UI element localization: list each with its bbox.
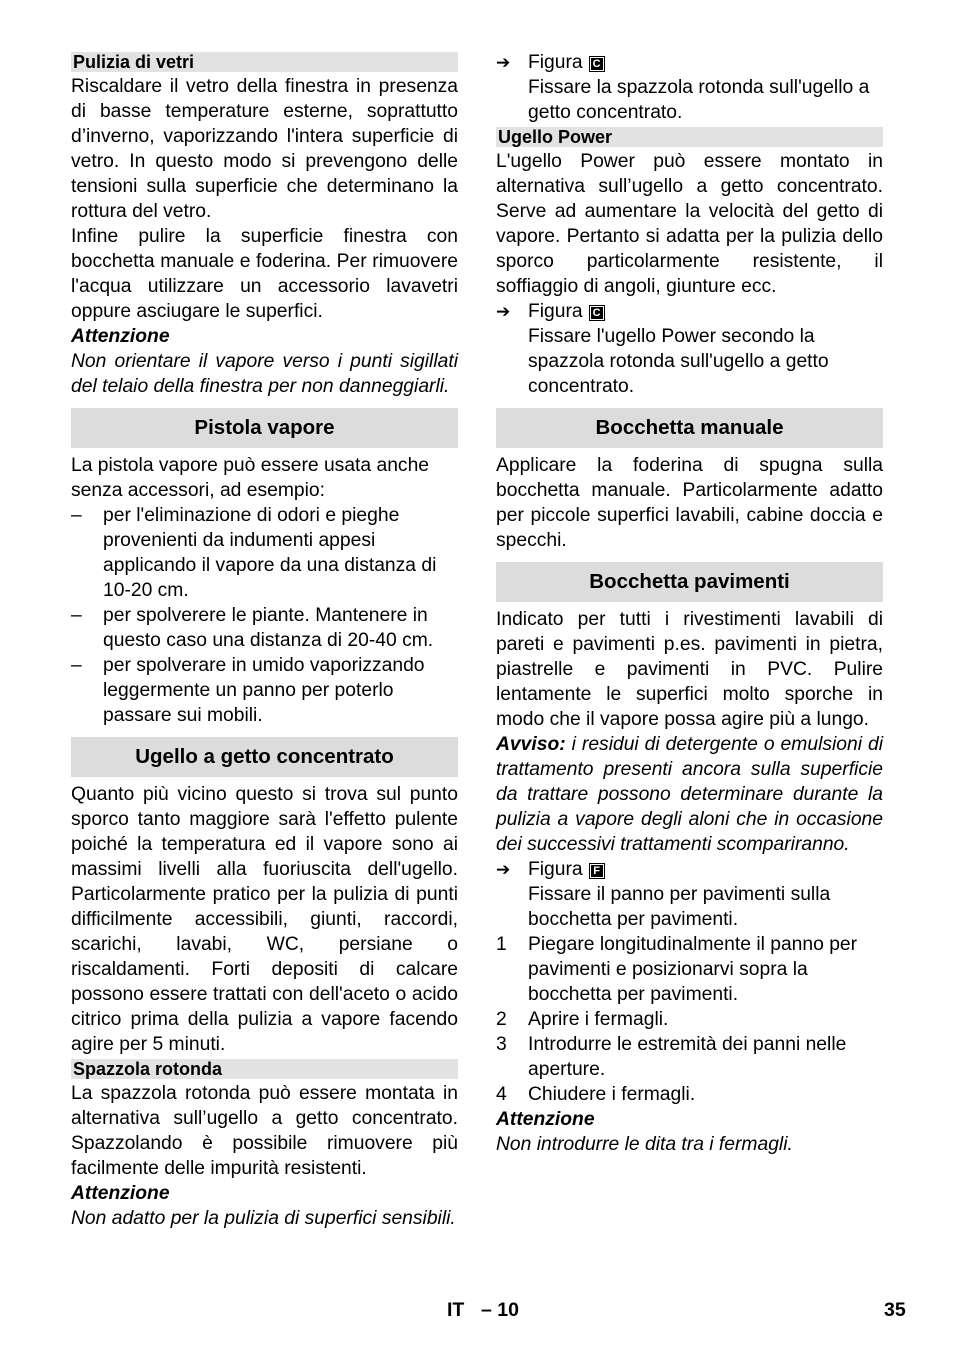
left-column [71,50,458,1231]
arrow-right-icon: ➔ [496,53,511,72]
paragraph: Riscaldare il vetro della finestra in presenza di basse temperature esterne, soprattutto d’inverno, vaporizzando l'intera superficie di vetro. In questo modo si prevengono delle tensioni sulla superficie che determinano la rottura del vetro. [71,76,458,222]
section-heading-gun: Pistola vapore [71,408,458,448]
paragraph: Indicato per tutti i rivestimenti lavabili di pareti e pavimenti p.es. pavimenti in pietra, piastrelle e pavimenti in PVC. Pulire lentamente le superfici molto sporche in modo che il vapore possa agire più a lungo. [496,609,883,730]
arrow-right-icon: ➔ [496,860,511,879]
step-number: 2 [496,1009,507,1030]
paragraph: La spazzola rotonda può essere montata in alternativa sull’ugello a getto concentrato. Spazzolando è possibile rimuovere più facilmente delle impurità resistenti. [71,1083,458,1179]
section-heading-power: Ugello Power [496,127,883,147]
step-text: Aprire i fermagli. [528,1009,669,1030]
instruction [496,882,883,932]
footer-page-ref: – 10 [481,1299,519,1321]
step-text: Chiudere i fermagli. [528,1084,696,1105]
footer-lang: IT [447,1299,465,1321]
figure-reference [496,299,883,324]
step-text: Piegare longitudinalmente il panno per pavimenti e posizionarvi sopra la bocchetta per pavimenti. [528,934,858,1005]
step-number: 3 [496,1034,507,1055]
warning-title: Attenzione [71,1183,170,1204]
page-number: 35 [884,1299,906,1321]
warning-title: Attenzione [71,326,170,347]
figure-letter-badge: C [589,305,605,321]
list-item [71,603,458,653]
warning-text: Non orientare il vapore verso i punti sigillati del telaio della finestra per non danneggiarli. [71,351,458,397]
section-heading-jet: Ugello a getto concentrato [71,737,458,777]
list-item [71,653,458,728]
paragraph: Infine pulire la superficie finestra con bocchetta manuale e foderina. Per rimuovere l'acqua utilizzare un accessorio lavavetri oppure asciugare le superfici. [71,226,458,322]
step-number: 1 [496,934,507,955]
paragraph: Applicare la foderina di spugna sulla bocchetta manuale. Particolarmente adatto per piccole superfici lavabili, cabine doccia e specchi. [496,455,883,551]
numbered-step [496,1007,883,1032]
instruction [496,75,883,125]
list-item [71,503,458,603]
dash-bullet: – [71,655,82,676]
figure-reference [496,50,883,75]
step-number: 4 [496,1084,507,1105]
list-item-text: per spolverere le piante. Mantenere in questo caso una distanza di 20-40 cm. [103,605,434,651]
figure-label: Figura [528,859,583,880]
list-item-text: per l'eliminazione di odori e pieghe provenienti da indumenti appesi applicando il vapore da una distanza di 10-20 cm. [103,505,437,601]
paragraph: La pistola vapore può essere usata anche senza accessori, ad esempio: [71,455,430,501]
instruction-text: Fissare il panno per pavimenti sulla bocchetta per pavimenti. [528,884,831,930]
figure-label: Figura [528,301,583,322]
section-heading-hand: Bocchetta manuale [496,408,883,448]
dash-bullet: – [71,605,82,626]
warning-text: Non adatto per la pulizia di superfici sensibili. [71,1208,456,1229]
instruction-text: Fissare la spazzola rotonda sull'ugello a getto concentrato. [528,77,870,123]
numbered-step [496,1082,883,1107]
instruction-text: Fissare l'ugello Power secondo la spazzola rotonda sull'ugello a getto concentrato. [528,326,829,397]
figure-label: Figura [528,52,583,73]
numbered-step [496,1032,883,1082]
dash-bullet: – [71,505,82,526]
figure-letter-badge: F [589,863,605,879]
list-item-text: per spolverare in umido vaporizzando leggermente un panno per poterlo passare sui mobili. [103,655,425,726]
paragraph: L'ugello Power può essere montato in alternativa sull’ugello a getto concentrato. Serve ad aumentare la velocità del getto di vapore. Pertanto si adatta per la pulizia dello sporco particolarmente resistente, il soffiaggio di angoli, giunture ecc. [496,151,883,297]
section-heading-brush: Spazzola rotonda [71,1059,458,1079]
figure-letter-badge: C [589,56,605,72]
notice-label: Avviso: [496,734,566,755]
section-heading-floor: Bocchetta pavimenti [496,562,883,602]
notice-text: i residui di detergente o emulsioni di trattamento presenti ancora sulla superficie da trattare possono determinare durante la pulizia a vapore degli aloni che in occasione dei successivi trattamenti scompariranno. [496,734,883,855]
figure-reference [496,857,883,882]
instruction [496,324,883,399]
arrow-right-icon: ➔ [496,302,511,321]
warning-title: Attenzione [496,1109,595,1130]
right-column [496,50,883,1157]
numbered-step [496,932,883,1007]
notice [496,732,883,857]
step-text: Introdurre le estremità dei panni nelle aperture. [528,1034,847,1080]
paragraph: Quanto più vicino questo si trova sul punto sporco tanto maggiore sarà l'effetto pulente poiché la temperatura ed il vapore sono ai massimi livelli alla fuoriuscita dell'ugello. Particolarmente pratico per la pulizia di punti difficilmente accessibili, giunti, raccordi, scarichi, lavabi, WC, persiane o riscaldamenti. Forti depositi di calcare possono essere trattati con dell'aceto o acido citrico prima della pulizia a vapore facendo agire per 5 minuti. [71,784,458,1055]
warning-text: Non introdurre le dita tra i fermagli. [496,1134,793,1155]
section-heading-glass: Pulizia di vetri [71,52,458,72]
